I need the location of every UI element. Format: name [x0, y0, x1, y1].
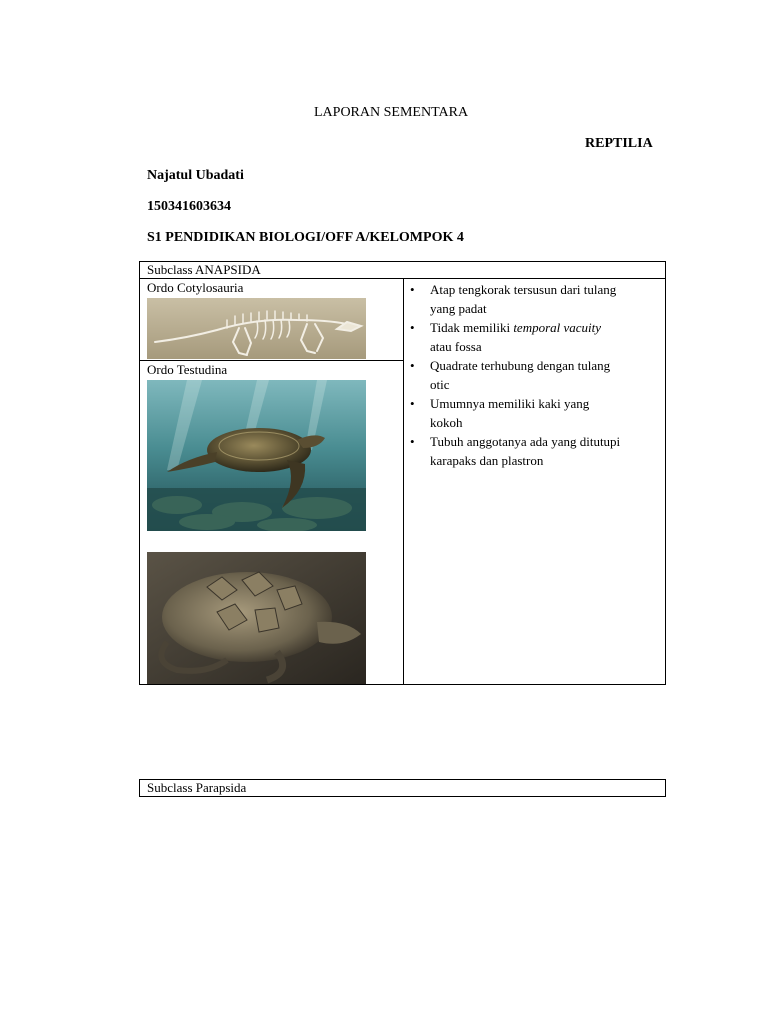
- bullet-icon: •: [410, 320, 415, 335]
- characteristics-list: [405, 280, 663, 470]
- list-item: • Atap tengkorak tersusun dari tulang yang padat: [410, 282, 617, 316]
- order-testudina-label: Ordo Testudina: [147, 362, 228, 377]
- cotylosauria-skeleton-image: [147, 298, 366, 359]
- sea-turtle-image: [147, 380, 366, 531]
- bullet-icon: •: [410, 396, 415, 411]
- student-id: 150341603634: [147, 199, 231, 214]
- order-cotylosauria-label: Ordo Cotylosauria: [147, 280, 244, 295]
- student-name: Najatul Ubadati: [147, 168, 244, 183]
- snapping-turtle-image: [147, 552, 366, 684]
- parapsida-header: Subclass Parapsida: [147, 780, 247, 795]
- list-item: • Umumnya memiliki kaki yang kokoh: [410, 396, 590, 430]
- bullet-icon: •: [410, 358, 415, 373]
- list-item: • Quadrate terhubung dengan tulang otic: [410, 358, 611, 392]
- report-title: LAPORAN SEMENTARA: [314, 105, 469, 120]
- list-item: • Tidak memiliki temporal vacuity atau fossa: [410, 320, 602, 354]
- bullet-icon: •: [410, 282, 415, 297]
- program-line: S1 PENDIDIKAN BIOLOGI/OFF A/KELOMPOK 4: [147, 230, 464, 245]
- list-item: • Tubuh anggotanya ada yang ditutupi karapaks dan plastron: [410, 434, 621, 468]
- report-subtitle: REPTILIA: [585, 136, 653, 151]
- bullet-icon: •: [410, 434, 415, 449]
- anapsida-header: Subclass ANAPSIDA: [147, 262, 261, 277]
